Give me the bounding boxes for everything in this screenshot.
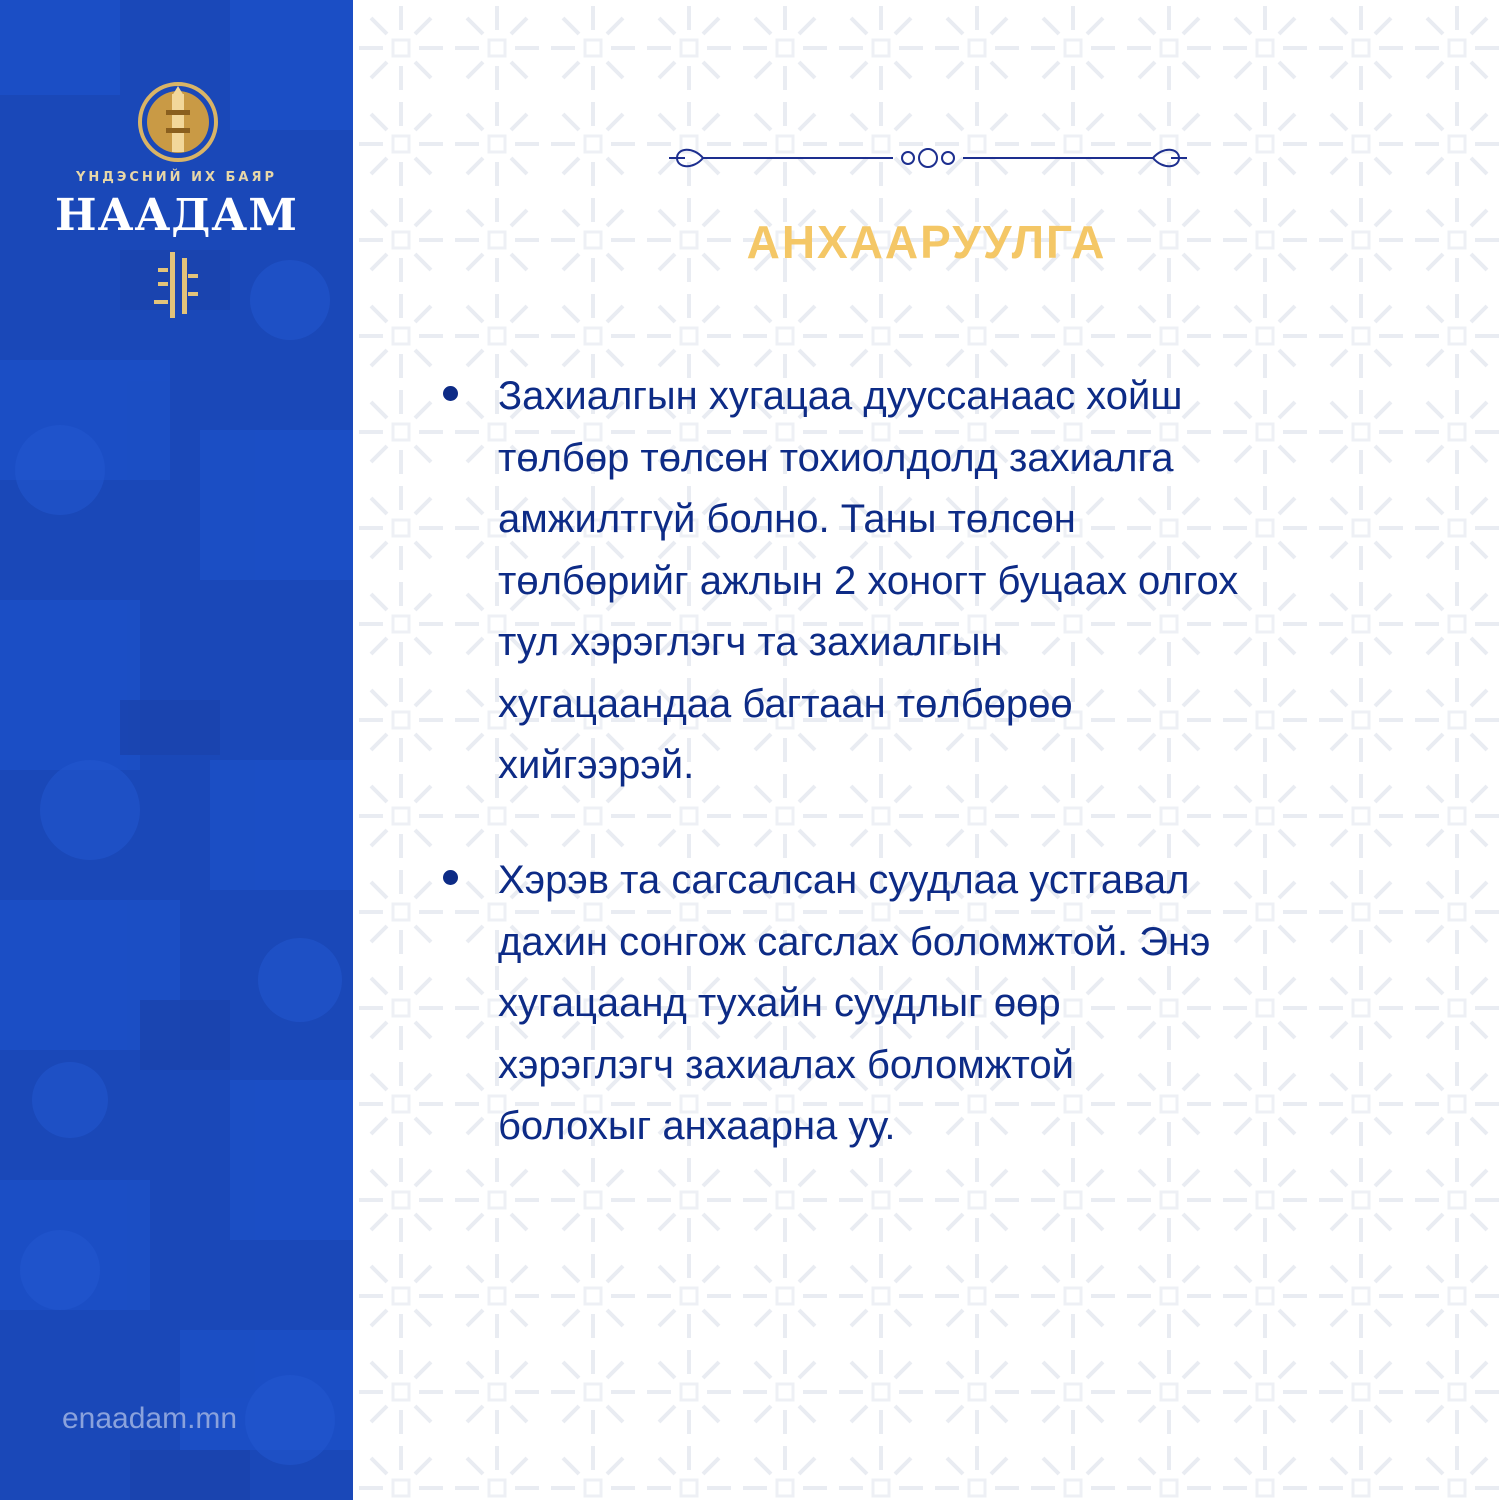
main-content (353, 0, 1500, 1500)
text-line: амжилтгүй болно. Таны төлсөн (498, 497, 1076, 541)
text-line: тул хэрэглэгч та захиалгын (498, 620, 1003, 664)
bullet-dot-icon (443, 386, 458, 401)
text-line: хугацаанд тухайн суудлыг өөр (498, 981, 1061, 1025)
text-line: хугацаандаа багтаан төлбөрөө (498, 681, 1073, 726)
sidebar (0, 0, 353, 1500)
bullet-text (498, 850, 1448, 1158)
text-line: хийгээрэй. (498, 743, 695, 787)
text-line: Хэрэв та сагсалсан суудлаа устгавал (498, 858, 1190, 902)
text-line: төлбөрийг ажлын 2 хоногт буцаах олгох (498, 558, 1239, 603)
naadam-emblem-icon (136, 80, 220, 164)
decorative-divider-icon (663, 140, 1193, 176)
brand-logo-text: НААДАМ (55, 190, 298, 241)
mongolian-script-icon (146, 248, 212, 322)
text-line: болохыг анхаарна уу. (498, 1104, 896, 1148)
text-line: Захиалгын хугацаа дууссанаас хойш (498, 374, 1183, 418)
text-line: дахин сонгож сагслах боломжтой. Энэ (498, 919, 1211, 964)
text-line: төлбөр төлсөн тохиолдолд захиалга (498, 435, 1174, 480)
page-title: АНХААРУУЛГА (746, 216, 1107, 268)
site-url: enaadam.mn (62, 1402, 238, 1435)
bullet-dot-icon (443, 870, 458, 885)
sidebar-subtitle: ҮНДЭСНИЙ ИХ БАЯР (75, 170, 278, 185)
text-line: хэрэглэгч захиалах боломжтой (498, 1042, 1074, 1087)
bullet-text (498, 366, 1448, 797)
